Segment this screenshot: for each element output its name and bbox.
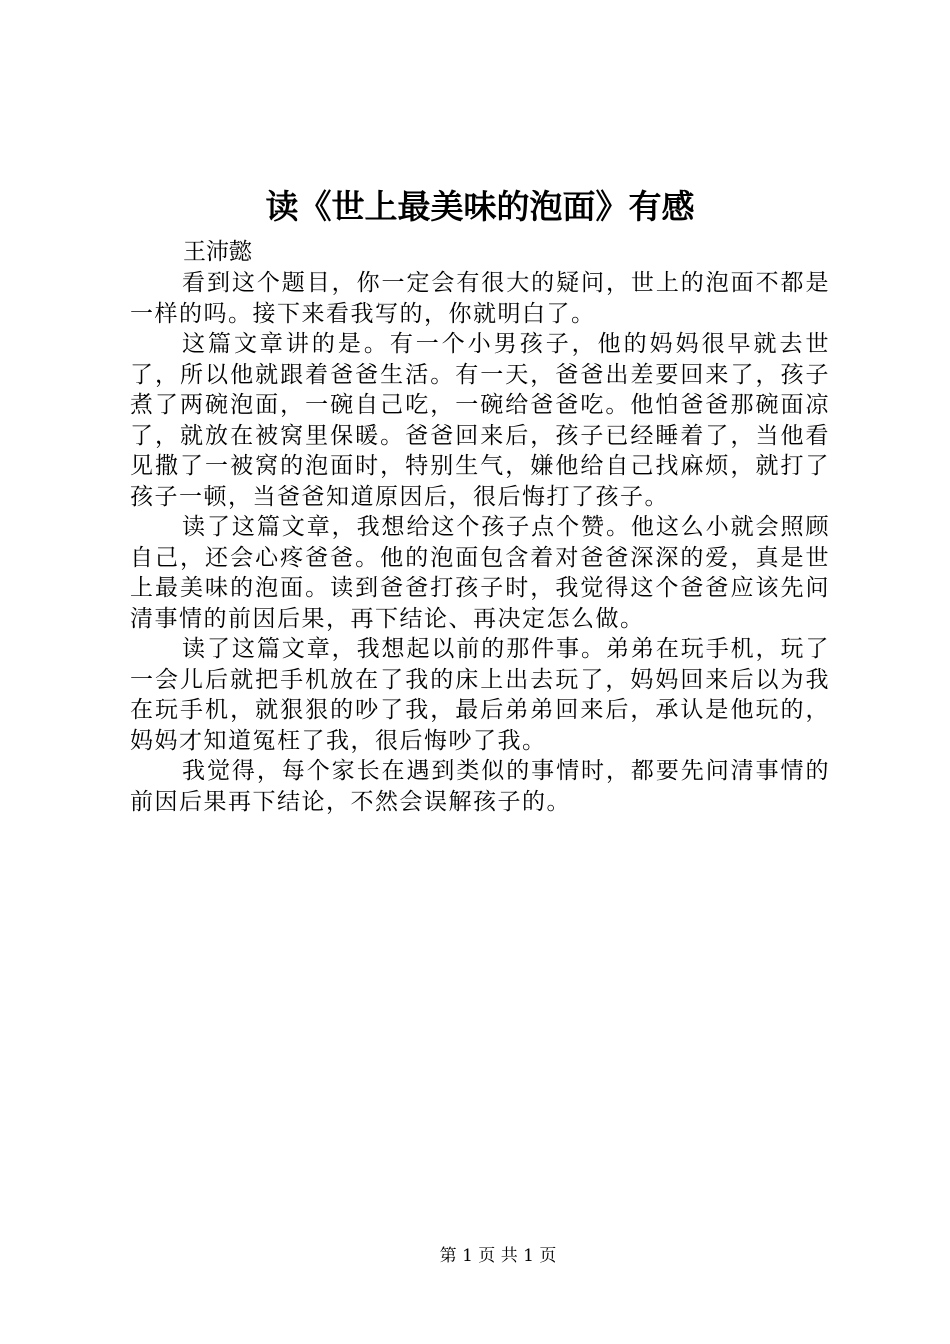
document-body: [130, 268, 830, 817]
author-name: 王沛懿: [183, 239, 252, 265]
paragraph: 我觉得，每个家长在遇到类似的事情时，都要先问清事情的前因后果再下结论，不然会误解孩子的。: [130, 758, 830, 815]
paragraph: 看到这个题目，你一定会有很大的疑问，世上的泡面不都是一样的吗。接下来看我写的，你就明白了。: [130, 270, 830, 327]
document-title: 读《世上最美味的泡面》有感: [265, 187, 695, 226]
page-footer: 第 1 页 共 1 页: [439, 1246, 557, 1266]
paragraph: 这篇文章讲的是。有一个小男孩子，他的妈妈很早就去世了，所以他就跟着爸爸生活。有一天，爸爸出差要回来了，孩子煮了两碗泡面，一碗自己吃，一碗给爸爸吃。他怕爸爸那碗面凉了，就放在被窝里保暖。爸爸回来后，孩子已经睡着了，当他看见撒了一被窝的泡面时，特别生气，嫌他给自己找麻烦，就打了孩子一顿，当爸爸知道原因后，很后悔打了孩子。: [130, 331, 830, 510]
paragraph: 读了这篇文章，我想起以前的那件事。弟弟在玩手机，玩了一会儿后就把手机放在了我的床上出去玩了，妈妈回来后以为我在玩手机，就狠狠的吵了我，最后弟弟回来后，承认是他玩的，妈妈才知道冤枉了我，很后悔吵了我。: [130, 636, 830, 754]
paragraph: 读了这篇文章，我想给这个孩子点个赞。他这么小就会照顾自己，还会心疼爸爸。他的泡面包含着对爸爸深深的爱，真是世上最美味的泡面。读到爸爸打孩子时，我觉得这个爸爸应该先问清事情的前因后果，再下结论、再决定怎么做。: [130, 514, 830, 632]
